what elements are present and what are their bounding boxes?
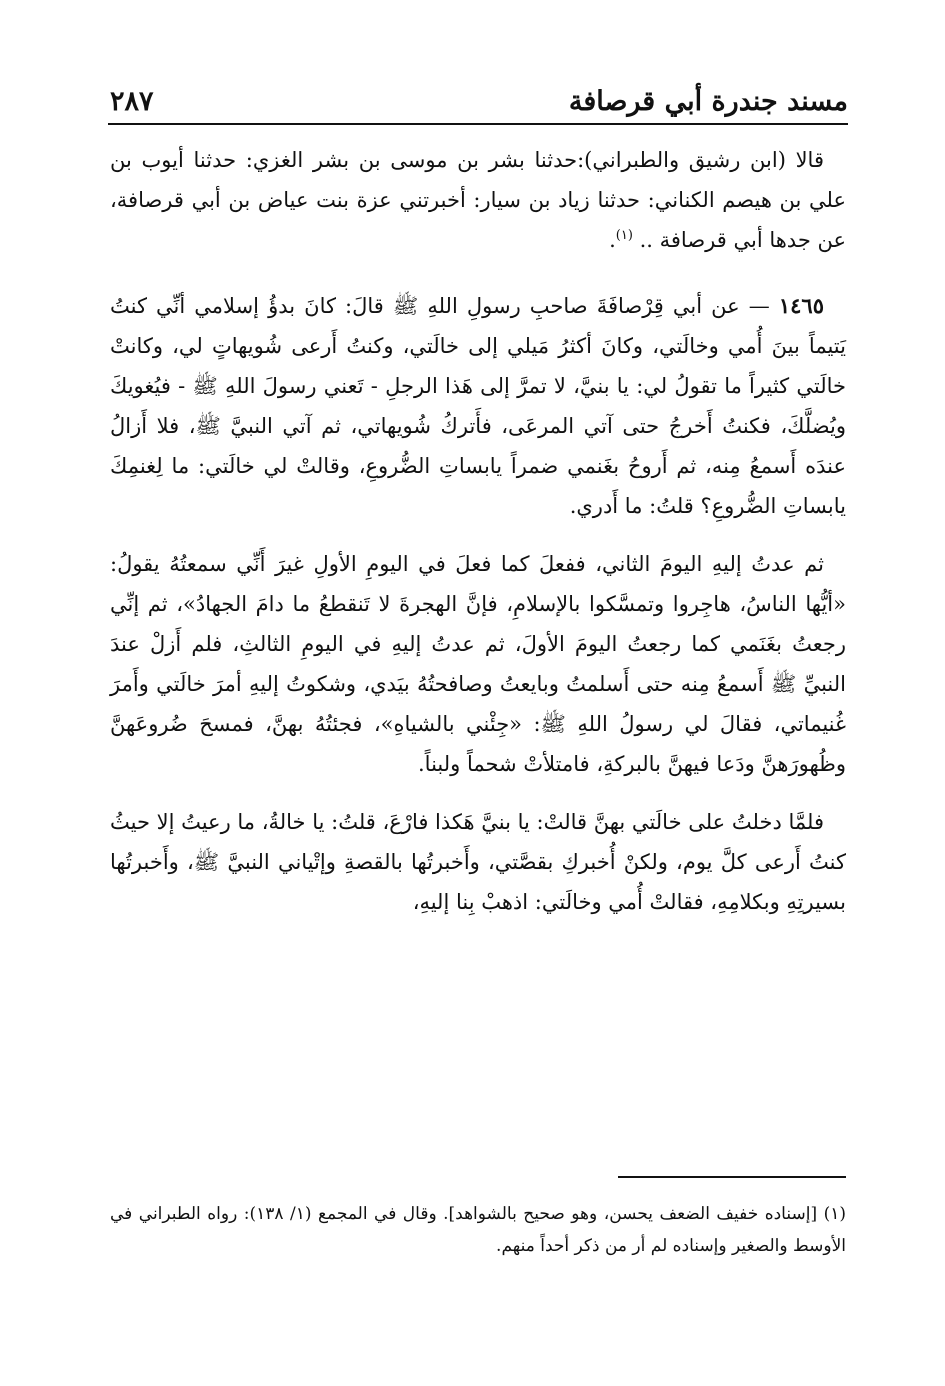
hadith-number: ١٤٦٥ xyxy=(778,293,824,318)
body-paragraph xyxy=(110,544,846,784)
header-rule xyxy=(108,123,848,125)
footnote-reference: (١) xyxy=(615,228,633,243)
paragraph-text: قالا (ابن رشيق والطبراني):حدثنا بشر بن موسى بن بشر الغزي: حدثنا أيوب بن علي بن هيصم الكناني: حدثنا زياد بن سيار: أخبرتني عزة بنت عياض بن أبي قرصافة، عن جدها أبي قرصافة .. xyxy=(110,148,846,252)
isnad-paragraph: قالا (ابن رشيق والطبراني):حدثنا بشر بن موسى بن بشر الغزي: حدثنا أيوب بن علي بن هيصم الكناني: حدثنا زياد بن سيار: أخبرتني عزة بنت عياض بن أبي قرصافة، عن جدها أبي قرصافة .. $^{(١)}$. xyxy=(110,148,846,252)
hadith-paragraph xyxy=(110,286,846,526)
footnote-rule xyxy=(618,1176,846,1178)
page-number: ٢٨٧ xyxy=(110,86,154,117)
footnote: (١) [إسناده خفيف الضعف يحسن، وهو صحيح بالشواهد]. وقال في المجمع (١/ ١٣٨): رواه الطبراني في الأوسط والصغير وإسناده لم أر من ذكر أحداً منهم. xyxy=(110,1204,846,1256)
main-text xyxy=(110,140,846,940)
page-header xyxy=(108,82,848,122)
running-head: مسند جندرة أبي قرصافة xyxy=(568,86,848,117)
paragraph-text: فلمَّا دخلتُ على خالَتي بهنَّ قالتْ: يا بنيَّ هَكذا فارْعَ، قلتُ: يا خالةُ، ما رعيتُ إلا حيثُ كنتُ أَرعى كلَّ يوم، ولكنْ أُخبركِ بقصَّتي، وأَخبرتُها بالقصةِ وإتْياني النبيَّ ﷺ، وأَخبرتُها بسيرتِهِ وبكلامِهِ، فقالتْ أُمي وخالَتي: اذهبْ بِنا إليهِ، xyxy=(110,810,846,914)
body-paragraph xyxy=(110,802,846,922)
footnotes xyxy=(110,1198,846,1262)
paragraph-text: — عن أبي قِرْصافَةَ صاحبِ رسولِ اللهِ ﷺ قالَ: كانَ بدؤُ إسلامي أنِّي كنتُ يَتيماً بينَ أُمي وخالَتي، وكانَ أكثرُ مَيلي إلى خالَتي، وكنتُ أَرعى شُويهاتٍ لي، وكانتْ خالَتي كثيراً ما تقولُ لي: يا بنيَّ، لا تمرَّ إلى هَذا الرجلِ - تَعني رسولَ اللهِ ﷺ - فيُغويكَ ويُضلَّكَ، فكنتُ أَخرجُ حتى آتي المرعَى، فأَتركُ شُويهاتي، ثم آتي النبيَّ ﷺ، فلا أَزالُ عندَه أَسمعُ مِنه، ثم أَروحُ بغَنمي ضمراً يابساتِ الضُّروعِ، وقالتْ لي خالَتي: ما لِغنمِكَ يابساتِ الضُّروعِ؟ قلتُ: ما أَدري. xyxy=(110,294,846,518)
paragraph-text: ثم عدتُ إليهِ اليومَ الثاني، ففعلَ كما فعلَ في اليومِ الأولِ غيرَ أَنِّي سمعتُهُ يقولُ: «أيُّها الناسُ، هاجِروا وتمسَّكوا بالإسلامِ، فإنَّ الهجرةَ لا تَنقطعُ ما دامَ الجهادُ»، ثم إنِّي رجعتُ بغَنَمي كما رجعتُ اليومَ الأولَ، ثم عدتُ إليهِ في اليومِ الثالثِ، فلم أَزلْ عندَ النبيِّ ﷺ أَسمعُ مِنه حتى أَسلمتُ وبايعتُ وصافحتُهُ بيَدي، وشكوتُ إليهِ أمرَ خالَتي وأَمرَ غُنيماتي، فقالَ لي رسولُ اللهِ ﷺ: «جِئْني بالشياهِ»، فجئتُهُ بهنَّ، فمسحَ ضُروعَهنَّ وظُهورَهنَّ ودَعا فيهنَّ بالبركةِ، فامتلأتْ شحماً ولبناً. xyxy=(110,552,847,776)
